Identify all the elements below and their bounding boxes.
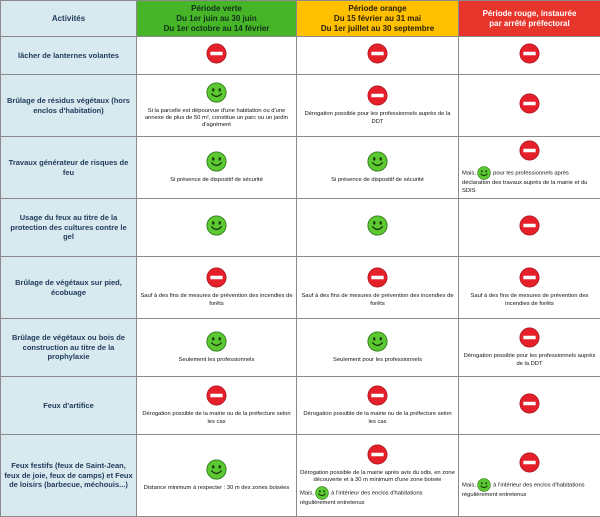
orange-cell [297,435,459,517]
table-row [1,377,600,435]
forbidden-icon [206,43,227,64]
cell-note-exception: Mais, à l'intérieur des enclos d'habitations régulièrement entretenus [300,486,455,507]
cell-note: Si présence de dispositif de sécurité [300,177,455,184]
smiley-icon [206,331,227,352]
table-row [1,199,600,257]
orange-cell [297,137,459,199]
cell-note: Seulement les professionnels [140,357,293,364]
table-row [1,75,600,137]
header-row [1,1,600,37]
smiley-icon [206,215,227,236]
forbidden-icon [519,93,540,114]
forbidden-icon [519,140,540,161]
orange-cell [297,257,459,319]
cell-note: Si présence de dispositif de sécurité [140,177,293,184]
green-cell [137,319,297,377]
activity-label: Brûlage de végétaux ou bois de construction au titre de la prophylaxie [1,319,137,377]
smiley-icon [367,331,388,352]
green-cell [137,137,297,199]
table-row [1,37,600,75]
smiley-icon [477,166,491,180]
cell-note: Distance minimum à respecter : 30 m des zones boisées [140,485,293,492]
orange-cell [297,37,459,75]
header-activities: Activités [1,1,137,37]
activity-label: lâcher de lanternes volantes [1,37,137,75]
smiley-icon [367,151,388,172]
smiley-icon [206,151,227,172]
table-row [1,257,600,319]
cell-note: Mais, à l'intérieur des enclos d'habitations régulièrement entretenus [462,478,597,499]
green-cell [137,257,297,319]
forbidden-icon [367,267,388,288]
forbidden-icon [367,444,388,465]
activity-label: Travaux générateur de risques de feu [1,137,137,199]
cell-note: Dérogation possible de la mairie après avis du sdis, en zone découverte et à 30 m minimum d'une zone boisée [300,470,455,484]
header-green-period: Période verte Du 1er juin au 30 juin Du 1er octobre au 14 février [137,1,297,37]
red-cell [459,257,600,319]
cell-note: Si la parcelle est dépourvue d'une habitation ou d'une annexe de plus de 50 m², constitue un parc ou un jardin d'agrément [140,108,293,130]
cell-note: Seulement pour les professionnels [300,357,455,364]
red-cell [459,377,600,435]
red-cell [459,319,600,377]
green-cell [137,435,297,517]
cell-note: Mais, pour les professionnels après déclaration des travaux auprès de la mairie et du SDIS [462,166,597,194]
green-cell [137,37,297,75]
table-row [1,137,600,199]
orange-cell [297,319,459,377]
forbidden-icon [519,267,540,288]
header-orange-period: Période orange Du 15 février au 31 mai Du 1er juillet au 30 septembre [297,1,459,37]
table-row [1,319,600,377]
activity-label: Feux d'artifice [1,377,137,435]
forbidden-icon [519,452,540,473]
activity-label: Feux festifs (feux de Saint-Jean, feux de joie, feux de camps) et Feux de loisirs (barbecue, méchouis...) [1,435,137,517]
orange-cell [297,199,459,257]
red-cell [459,199,600,257]
red-cell [459,435,600,517]
cell-note: Dérogation possible pour les professionnels auprès de la DDT [462,353,597,367]
forbidden-icon [367,85,388,106]
cell-note: Sauf à des fins de mesures de prévention des incendies de forêts [140,293,293,307]
forbidden-icon [519,215,540,236]
orange-cell [297,377,459,435]
forbidden-icon [519,327,540,348]
header-red-period: Période rouge, instaurée par arrêté préfectoral [459,1,600,37]
cell-note: Dérogation possible de la mairie ou de la préfecture selon les cas [300,411,455,425]
forbidden-icon [367,385,388,406]
smiley-icon [367,215,388,236]
green-cell [137,377,297,435]
activity-label: Brûlage de résidus végétaux (hors enclos d'habitation) [1,75,137,137]
red-cell [459,137,600,199]
orange-cell [297,75,459,137]
forbidden-icon [519,43,540,64]
green-cell [137,199,297,257]
cell-note: Dérogation possible de la mairie ou de la préfecture selon les cas [140,411,293,425]
green-cell [137,75,297,137]
activity-label: Usage du feux au titre de la protection des cultures contre le gel [1,199,137,257]
red-cell [459,75,600,137]
cell-note: Dérogation possible pour les professionnels auprès de la DDT [300,111,455,125]
smiley-icon [315,486,329,500]
smiley-icon [477,478,491,492]
red-cell [459,37,600,75]
forbidden-icon [206,385,227,406]
cell-note: Sauf à des fins de mesures de prévention des incendies de forêts [300,293,455,307]
activity-label: Brûlage de végétaux sur pied, écobuage [1,257,137,319]
forbidden-icon [206,267,227,288]
forbidden-icon [519,393,540,414]
table-row [1,435,600,517]
forbidden-icon [367,43,388,64]
cell-note: Sauf à des fins de mesures de prévention des incendies de forêts [462,293,597,307]
smiley-icon [206,459,227,480]
smiley-icon [206,82,227,103]
